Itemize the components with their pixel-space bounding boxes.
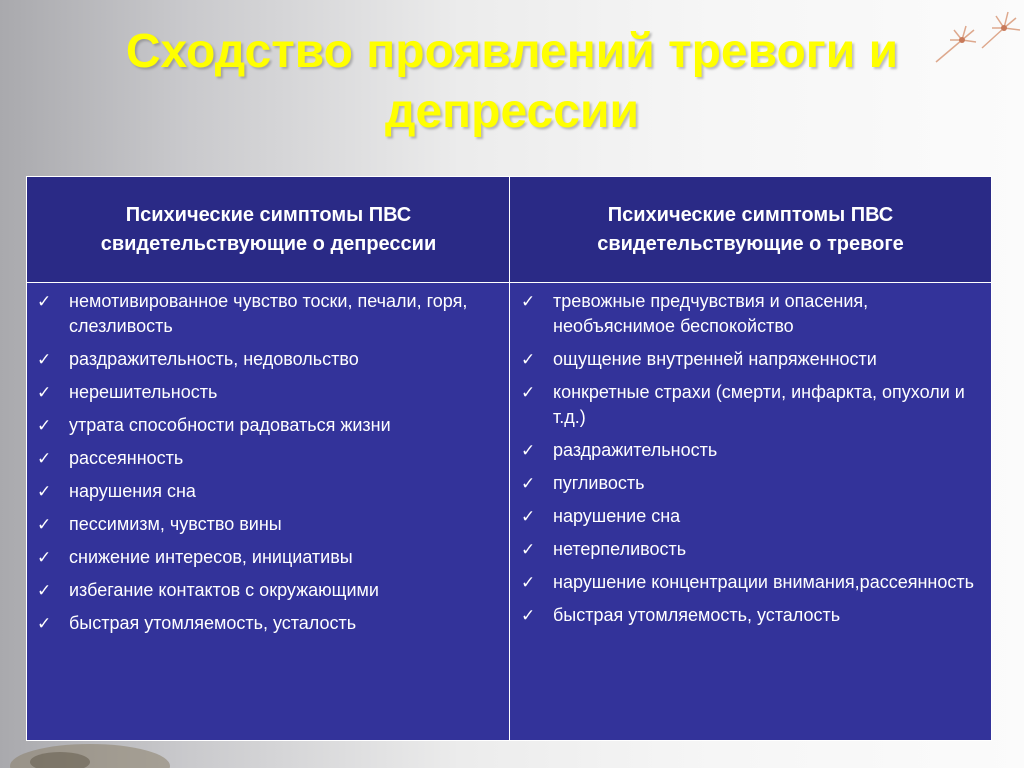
check-icon: ✓	[521, 350, 536, 369]
list-item-text: конкретные страхи (смерти, инфаркта, опухоли и т.д.)	[553, 382, 965, 427]
depression-symptom-list	[37, 289, 497, 644]
anxiety-symptom-list	[521, 289, 983, 636]
check-icon: ✓	[521, 292, 536, 311]
list-item	[37, 479, 497, 504]
check-icon: ✓	[37, 449, 52, 468]
check-icon: ✓	[37, 292, 52, 311]
list-item-text: раздражительность	[553, 440, 718, 460]
list-item-text: утрата способности радоваться жизни	[69, 415, 391, 435]
list-item	[521, 570, 983, 595]
check-icon: ✓	[521, 573, 536, 592]
check-icon: ✓	[37, 614, 52, 633]
list-item	[37, 446, 497, 471]
list-item-text: немотивированное чувство тоски, печали, горя, слезливость	[69, 291, 468, 336]
check-icon: ✓	[521, 441, 536, 460]
list-item-text: нерешительность	[69, 382, 218, 402]
list-item	[37, 380, 497, 405]
list-item	[37, 289, 497, 339]
list-item-text: нарушения сна	[69, 481, 196, 501]
list-item	[521, 347, 983, 372]
list-item	[521, 471, 983, 496]
list-item	[521, 504, 983, 529]
check-icon: ✓	[37, 482, 52, 501]
list-item-text: быстрая утомляемость, усталость	[69, 613, 357, 633]
list-item	[521, 289, 983, 339]
check-icon: ✓	[37, 383, 52, 402]
check-icon: ✓	[521, 606, 536, 625]
list-item	[37, 512, 497, 537]
list-item	[521, 603, 983, 628]
list-item	[37, 347, 497, 372]
list-item-text: быстрая утомляемость, усталость	[553, 605, 841, 625]
list-item	[521, 537, 983, 562]
list-item-text: нарушение концентрации внимания,рассеянность	[553, 572, 974, 592]
list-item-text: нетерпеливость	[553, 539, 687, 559]
list-item	[37, 413, 497, 438]
list-item	[521, 438, 983, 463]
list-item-text: рассеянность	[69, 448, 184, 468]
column-divider	[509, 177, 510, 740]
list-item-text: пугливость	[553, 473, 645, 493]
check-icon: ✓	[521, 474, 536, 493]
list-item	[521, 380, 983, 430]
list-item-text: нарушение сна	[553, 506, 681, 526]
check-icon: ✓	[521, 507, 536, 526]
list-item-text: снижение интересов, инициативы	[69, 547, 353, 567]
list-item-text: избегание контактов с окружающими	[69, 580, 379, 600]
check-icon: ✓	[37, 515, 52, 534]
list-item-text: тревожные предчувствия и опасения, необъяснимое беспокойство	[553, 291, 869, 336]
check-icon: ✓	[37, 581, 52, 600]
list-item-text: раздражительность, недовольство	[69, 349, 359, 369]
check-icon: ✓	[37, 416, 52, 435]
check-icon: ✓	[521, 383, 536, 402]
slide-title: Сходство проявлений тревоги и депрессии	[125, 25, 899, 138]
header-depression: Психические симптомы ПВС свидетельствующие о депрессии	[100, 203, 437, 255]
check-icon: ✓	[37, 350, 52, 369]
list-item	[37, 578, 497, 603]
header-anxiety: Психические симптомы ПВС свидетельствующие о тревоге	[597, 203, 904, 255]
comparison-table	[26, 176, 992, 741]
check-icon: ✓	[521, 540, 536, 559]
list-item-text: пессимизм, чувство вины	[69, 514, 282, 534]
list-item	[37, 611, 497, 636]
check-icon: ✓	[37, 548, 52, 567]
list-item	[37, 545, 497, 570]
list-item-text: ощущение внутренней напряженности	[553, 349, 877, 369]
